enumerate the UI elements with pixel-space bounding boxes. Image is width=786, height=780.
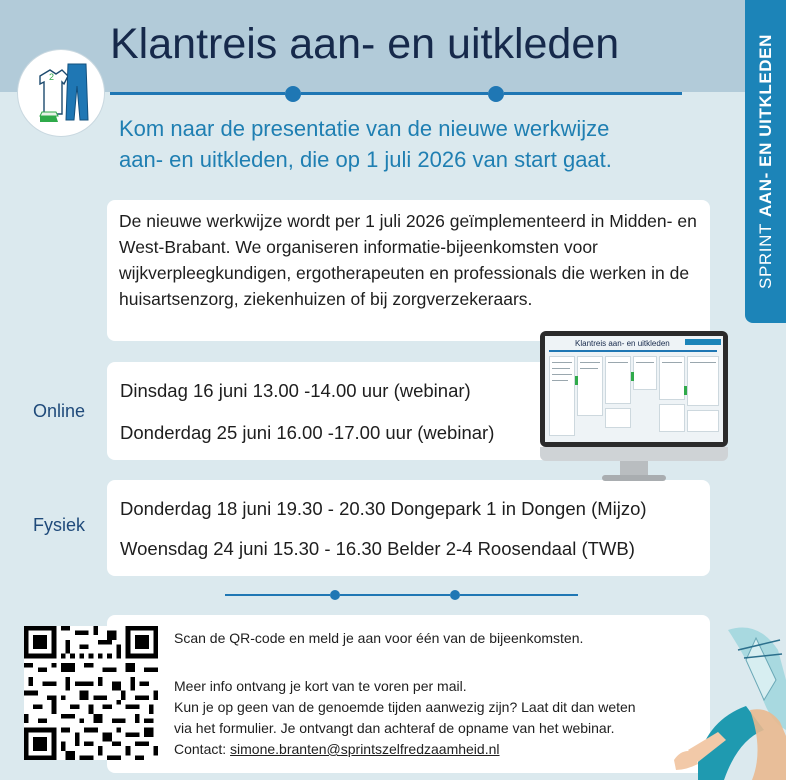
signup-line-2: Meer info ontvang je kort van te voren per mail. <box>174 678 467 694</box>
monitor-line <box>552 362 572 363</box>
monitor-screen-divider <box>549 350 717 352</box>
top-divider-dot-2 <box>488 86 504 102</box>
side-tab <box>745 0 786 323</box>
monitor-preview <box>540 331 728 483</box>
monitor-line <box>580 362 600 363</box>
monitor-green-marker <box>575 376 578 385</box>
description-text: De nieuwe werkwijze wordt per 1 juli 2026 geïmplementeerd in Midden- en West-Brabant. We organiseren informatie-bijeenkomsten voor wijkverpleegkundigen, ergotherapeuten en professionals die werken in de huisartsenzorg, ziekenhuizen of bij zorgverzekeraars. <box>119 211 697 309</box>
monitor-line <box>690 362 716 363</box>
monitor-foot <box>602 475 666 481</box>
side-tab-prefix: SPRINT <box>755 223 775 289</box>
top-divider-left <box>110 92 285 95</box>
monitor-block <box>605 356 631 404</box>
monitor-line <box>636 362 654 363</box>
online-session-1: Dinsdag 16 juni 13.00 -14.00 uur (webinar) <box>120 380 471 401</box>
monitor-line <box>552 374 572 375</box>
online-label: Online <box>33 401 86 421</box>
svg-text:2: 2 <box>49 72 55 82</box>
description-card <box>107 200 710 341</box>
contact-line <box>174 739 500 760</box>
monitor-screen-tab <box>685 339 721 345</box>
qr-code[interactable] <box>24 626 158 760</box>
qr-code-graphic <box>24 626 158 760</box>
bottom-divider-left <box>225 594 330 596</box>
top-divider-dot-1 <box>285 86 301 102</box>
bottom-divider-dot-1 <box>330 590 340 600</box>
monitor-line <box>662 362 682 363</box>
monitor-neck <box>620 461 648 475</box>
physical-card <box>107 480 710 576</box>
intro-text <box>119 113 719 175</box>
physical-session-1: Donderdag 18 juni 19.30 - 20.30 Dongepark 1 in Dongen (Mijzo) <box>120 498 647 519</box>
intro-line-1: Kom naar de presentatie van de nieuwe werkwijze <box>119 116 610 141</box>
side-tab-emphasis: AAN- EN UITKLEDEN <box>755 34 775 218</box>
monitor-block <box>687 356 719 406</box>
contact-email-link[interactable]: simone.branten@sprintszelfredzaamheid.nl <box>230 741 500 757</box>
monitor-screen <box>545 336 723 442</box>
physical-session-2: Woensdag 24 juni 15.30 - 16.30 Belder 2-4 Roosendaal (TWB) <box>120 538 635 559</box>
bottom-divider-dot-2 <box>450 590 460 600</box>
monitor-block <box>659 404 685 432</box>
top-divider-middle <box>301 92 488 95</box>
clothing-icon <box>18 50 104 136</box>
side-tab-text <box>745 0 786 323</box>
bottom-divider-middle <box>340 594 450 596</box>
monitor-line <box>552 380 568 381</box>
signup-line-3: Kun je op geen van de genoemde tijden aanwezig zijn? Laat dit dan weten <box>174 699 636 715</box>
physical-label: Fysiek <box>33 515 86 535</box>
monitor-block <box>687 410 719 432</box>
monitor-green-marker <box>631 372 634 381</box>
monitor-chin <box>540 447 728 461</box>
monitor-block <box>577 356 603 416</box>
online-session-2: Donderdag 25 juni 16.00 -17.00 uur (webinar) <box>120 422 495 443</box>
contact-label: Contact: <box>174 741 227 757</box>
monitor-screen-title: Klantreis aan- en uitkleden <box>575 339 670 348</box>
monitor-line <box>580 368 598 369</box>
monitor-line <box>608 362 628 363</box>
bottom-divider-right <box>460 594 578 596</box>
intro-line-2: aan- en uitkleden, die op 1 juli 2026 van start gaat. <box>119 147 612 172</box>
monitor-block <box>605 408 631 428</box>
page-title: Klantreis aan- en uitkleden <box>110 20 620 68</box>
monitor-line <box>552 368 570 369</box>
top-divider-right <box>504 92 682 95</box>
monitor-green-marker <box>684 386 687 395</box>
dressing-illustration <box>668 610 786 780</box>
signup-line-1: Scan de QR-code en meld je aan voor één van de bijeenkomsten. <box>174 630 584 646</box>
signup-line-4: via het formulier. Je ontvangt dan achteraf de opname van het webinar. <box>174 720 615 736</box>
